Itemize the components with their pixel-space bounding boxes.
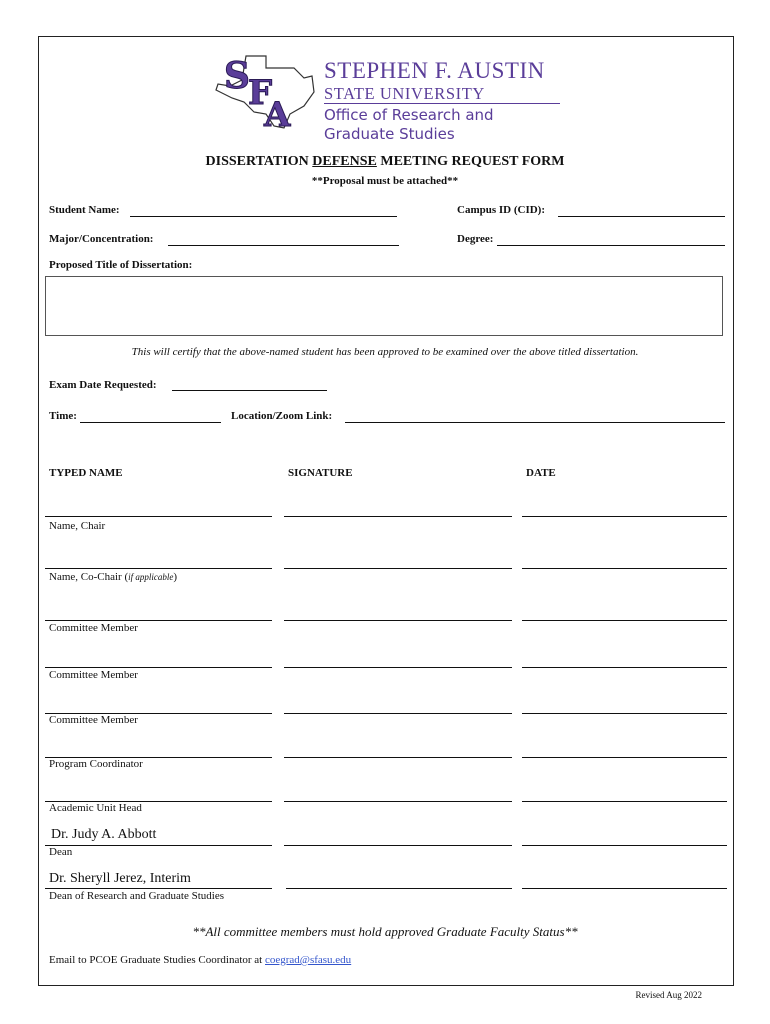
major-label: Major/Concentration: [49, 233, 154, 245]
revision-date: Revised Aug 2022 [635, 990, 702, 1000]
faculty-status-note: **All committee members must hold approved Graduate Faculty Status** [192, 924, 578, 939]
logo-divider [324, 103, 560, 104]
office-line-2: Graduate Studies [324, 125, 455, 143]
date-field[interactable] [522, 620, 727, 621]
signature-field[interactable] [284, 801, 512, 802]
svg-text:S: S [224, 55, 250, 97]
date-field[interactable] [522, 801, 727, 802]
signature-field[interactable] [286, 888, 512, 889]
typed-name-field[interactable] [45, 516, 272, 517]
date-field[interactable] [522, 667, 727, 668]
role-label: Committee Member [49, 669, 138, 681]
email-prefix: Email to PCOE Graduate Studies Coordinator at [49, 954, 265, 966]
signature-field[interactable] [284, 845, 512, 846]
date-field[interactable] [522, 568, 727, 569]
role-label: Committee Member [49, 622, 138, 634]
location-field[interactable] [345, 422, 725, 423]
role-label: Academic Unit Head [49, 802, 142, 814]
date-field[interactable] [522, 516, 727, 517]
signature-field[interactable] [284, 757, 512, 758]
degree-field[interactable] [497, 245, 725, 246]
university-logo [208, 46, 568, 146]
campus-id-field[interactable] [558, 216, 725, 217]
university-name: STEPHEN F. AUSTIN [324, 58, 545, 83]
title-part-2: MEETING REQUEST FORM [376, 154, 565, 169]
signature-field[interactable] [284, 713, 512, 714]
location-label: Location/Zoom Link: [231, 410, 333, 422]
university-subtitle: STATE UNIVERSITY [324, 84, 485, 103]
campus-id-label: Campus ID (CID): [457, 204, 546, 216]
title-emphasis: DEFENSE [312, 154, 377, 169]
typed-name-field[interactable] [45, 888, 272, 889]
typed-name-field[interactable] [45, 620, 272, 621]
certification-text: This will certify that the above-named student has been approved to be examined over the above titled dissertation. [131, 346, 639, 358]
signature-field[interactable] [284, 516, 512, 517]
sfa-texas-logo-icon [208, 48, 320, 132]
date-field[interactable] [522, 888, 727, 889]
svg-text:F: F [248, 73, 273, 113]
role-label: Dean [49, 846, 73, 858]
exam-date-field[interactable] [172, 390, 327, 391]
office-name [324, 106, 494, 144]
proposed-title-label: Proposed Title of Dissertation: [49, 259, 193, 271]
col-signature: SIGNATURE [288, 467, 353, 479]
typed-name-field[interactable] [45, 667, 272, 668]
major-field[interactable] [168, 245, 399, 246]
email-link[interactable]: coegrad@sfasu.edu [265, 954, 352, 966]
form-title [0, 154, 770, 170]
role-label: Committee Member [49, 714, 138, 726]
date-field[interactable] [522, 757, 727, 758]
col-typed-name: TYPED NAME [49, 467, 123, 479]
proposed-title-field[interactable] [45, 276, 723, 336]
form-subtitle: **Proposal must be attached** [311, 175, 459, 187]
signature-field[interactable] [284, 667, 512, 668]
role-label [49, 571, 177, 583]
role-label: Name, Chair [49, 520, 106, 532]
date-field[interactable] [522, 845, 727, 846]
role-text: Name, Co-Chair ( [49, 571, 129, 583]
student-name-field[interactable] [130, 216, 397, 217]
time-label: Time: [49, 410, 77, 422]
signature-field[interactable] [284, 620, 512, 621]
svg-text:A: A [264, 95, 291, 132]
office-line-1: Office of Research and [324, 106, 494, 124]
role-label: Dean of Research and Graduate Studies [49, 890, 225, 902]
role-note: if applicable [128, 572, 174, 582]
exam-date-label: Exam Date Requested: [49, 379, 157, 391]
date-field[interactable] [522, 713, 727, 714]
signature-field[interactable] [284, 568, 512, 569]
typed-name-value: Dr. Judy A. Abbott [51, 827, 157, 842]
time-field[interactable] [80, 422, 221, 423]
degree-label: Degree: [457, 233, 494, 245]
typed-name-value: Dr. Sheryll Jerez, Interim [49, 871, 191, 886]
role-label: Program Coordinator [49, 758, 143, 770]
typed-name-field[interactable] [45, 845, 272, 846]
role-text-end: ) [173, 571, 178, 583]
typed-name-field[interactable] [45, 568, 272, 569]
col-date: DATE [526, 467, 556, 479]
email-instruction [49, 954, 351, 966]
student-name-label: Student Name: [49, 204, 120, 216]
title-part-1: DISSERTATION [205, 154, 313, 169]
